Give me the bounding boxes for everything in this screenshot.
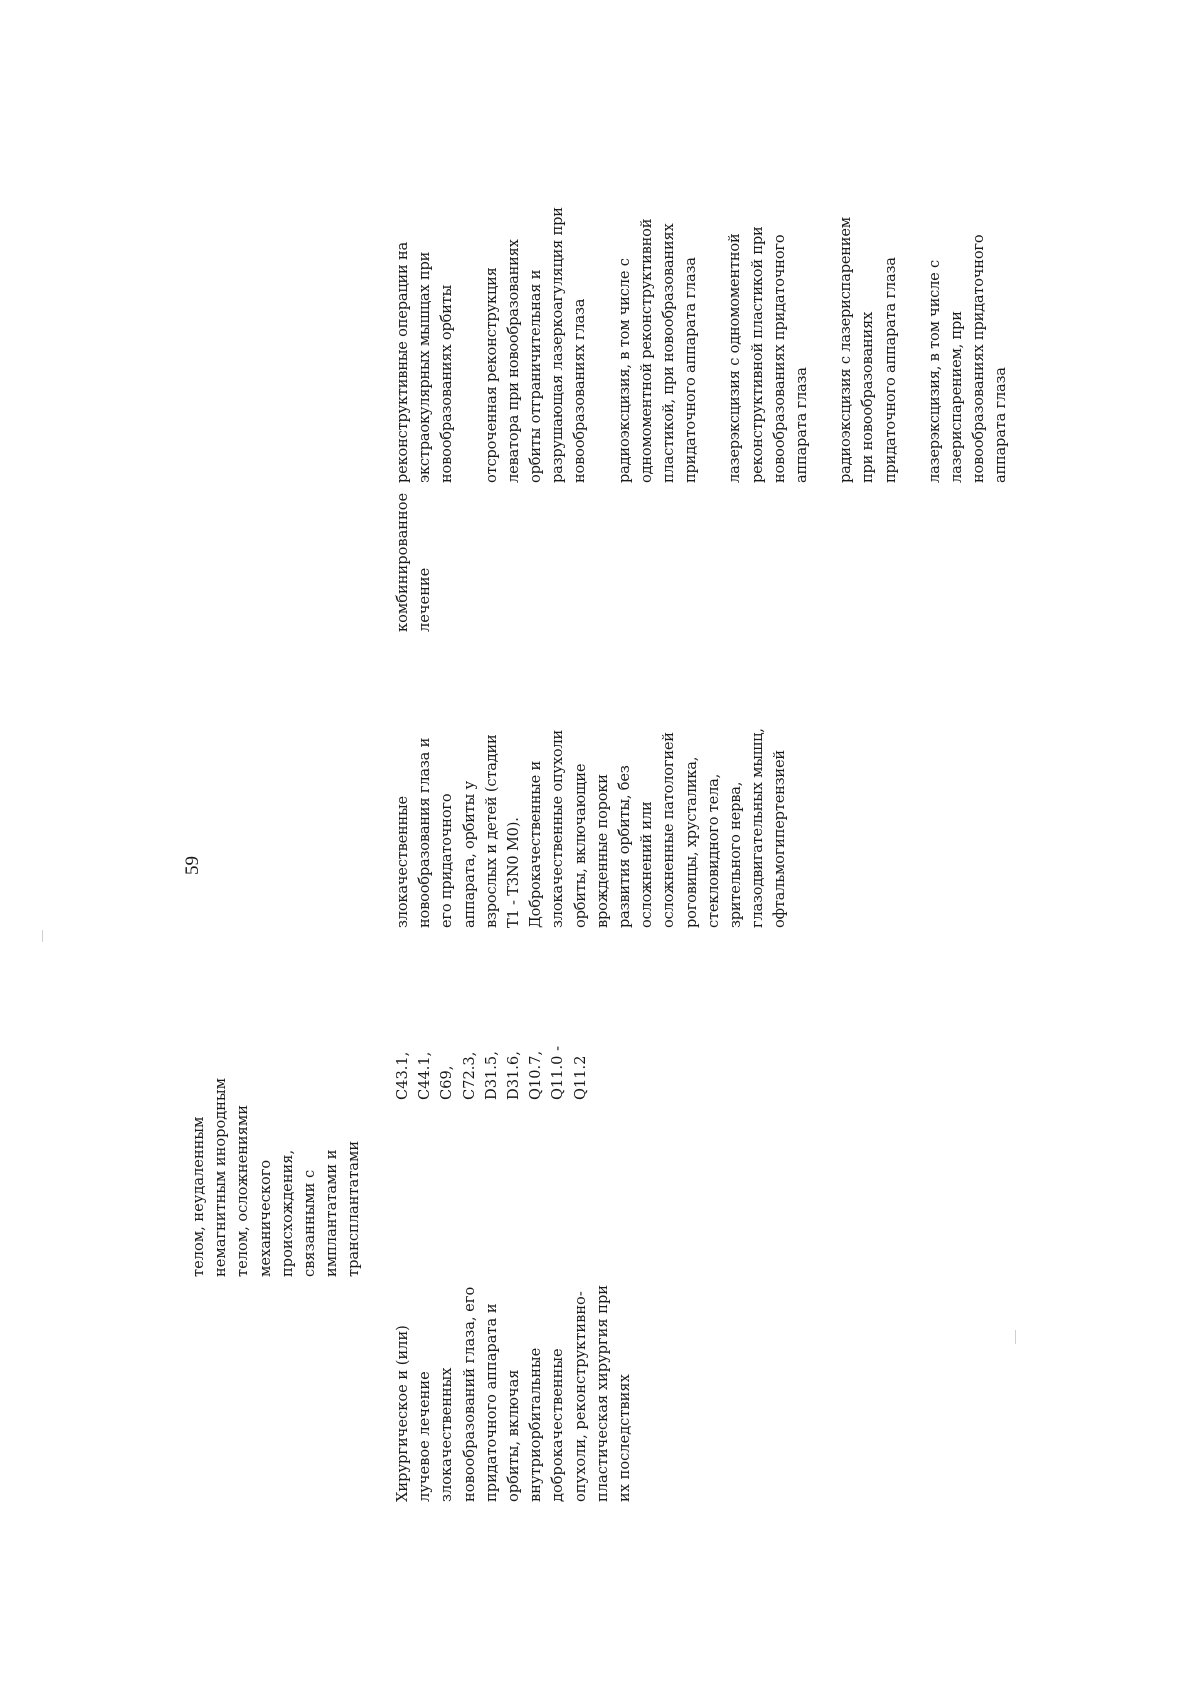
patient-model-line: развития орбиты, без — [616, 765, 634, 928]
patient-model-line: офтальмогипертензией — [771, 750, 789, 928]
patient-model-line: взрослых и детей (стадии — [482, 734, 500, 928]
icd-code-line: Q10.7, — [527, 1050, 545, 1100]
text-line: телом, осложнениями — [234, 1105, 252, 1277]
treatment-method-line: реконструктивной пластикой при — [748, 226, 766, 483]
treatment-method-line: новообразованиях орбиты — [438, 284, 456, 483]
treatment-method-line: орбиты отграничительная и — [527, 269, 545, 483]
method-spacer — [592, 207, 614, 483]
icd-code-line: D31.5, — [482, 1051, 500, 1100]
treatment-method-line: аппарата глаза — [793, 367, 811, 483]
treatment-method-line: реконструктивные операции на — [394, 241, 411, 483]
icd-code-line: Q11.2 — [571, 1055, 589, 1100]
treatment-method-line: новообразованиях придаточного — [770, 234, 788, 483]
patient-model-column — [392, 728, 792, 928]
treatment-name-line: внутриорбитальные — [527, 1347, 545, 1502]
treatment-name-column — [392, 1285, 636, 1502]
treatment-methods-column — [392, 207, 1013, 483]
method-spacer — [813, 207, 835, 483]
patient-model-line: орбиты, включающие — [571, 763, 589, 928]
treatment-method-line: отсроченная реконструкция — [482, 267, 500, 483]
patient-model-line: злокачественные — [394, 796, 411, 928]
method-spacer — [902, 207, 924, 483]
treatment-method-line: придаточного аппарата глаза — [881, 257, 899, 483]
treatment-method-line: разрушающая лазеркоагуляция при — [549, 207, 567, 483]
treatment-name-line: новообразований глаза, его — [460, 1286, 478, 1502]
patient-model-line: Доброкачественные и — [527, 760, 545, 928]
treatment-method-line: лазерэксцизия, в том числе с — [925, 259, 943, 483]
treatment-method-line: при новообразованиях — [859, 311, 877, 483]
patient-model-line: новообразования глаза и — [416, 737, 434, 928]
treatment-method-line: лазерэксцизия с одномоментной — [726, 233, 744, 483]
treatment-method-line: радиоэксцизия с лазериспарением — [837, 217, 855, 483]
patient-model-line: аппарата, орбиты у — [460, 781, 478, 928]
patient-model-line: зрительного нерва, — [727, 781, 745, 928]
icd-code-line: Q11.0 - — [549, 1045, 567, 1100]
scan-edge-mark — [42, 930, 43, 942]
page-number: 59 — [182, 856, 203, 875]
treatment-method-line: одномоментной реконструктивной — [637, 218, 655, 483]
treatment-name-line: их последствиях — [616, 1374, 634, 1502]
icd-code-line: D31.6, — [505, 1051, 523, 1100]
treatment-method-line: придаточного аппарата глаза — [682, 257, 700, 483]
text-line: немагнитным инородным — [212, 1078, 230, 1277]
icd-code-line: C72.3, — [460, 1051, 478, 1100]
treatment-method-line: пластикой, при новообразованиях — [660, 223, 678, 483]
treatment-method-line: аппарата глаза — [992, 367, 1010, 483]
treatment-method-line: леватора при новообразованиях — [504, 239, 522, 483]
treatment-name-line: орбиты, включая — [505, 1369, 523, 1502]
treatment-type-column — [392, 493, 436, 632]
text-line: связанными с — [301, 1169, 319, 1277]
patient-model-line: роговицы, хрусталика, — [682, 756, 700, 928]
patient-model-line: злокачественные опухоли — [549, 729, 567, 928]
treatment-type-line: лечение — [416, 567, 434, 632]
treatment-method-line: экстраокулярных мышцах при — [416, 251, 434, 483]
icd-code-line: C43.1, — [394, 1051, 411, 1100]
treatment-name-line: пластическая хирургия при — [593, 1284, 611, 1502]
method-spacer — [702, 207, 724, 483]
treatment-name-line: лучевое лечение — [416, 1371, 434, 1502]
method-spacer — [459, 207, 481, 483]
patient-model-line: стекловидного тела, — [704, 773, 722, 928]
treatment-name-line: придаточного аппарата и — [482, 1303, 500, 1502]
treatment-name-line: опухоли, реконструктивно- — [571, 1291, 589, 1502]
treatment-method-line: радиоэксцизия, в том числе с — [615, 258, 633, 483]
text-line: имплантатами и — [323, 1149, 341, 1277]
treatment-method-line: лазериспарением, при — [948, 311, 966, 483]
treatment-name-line: злокачественных — [438, 1367, 456, 1502]
icd-code-line: C69, — [438, 1065, 456, 1100]
treatment-method-line: новообразованиях глаза — [571, 298, 589, 483]
patient-model-line: осложнений или — [638, 801, 656, 928]
patient-model-line: его придаточного — [438, 793, 456, 928]
treatment-name-line: Хирургическое и (или) — [394, 1325, 411, 1502]
icd-code-line: C44.1, — [416, 1051, 434, 1100]
text-line: трансплантатами — [345, 1140, 363, 1277]
patient-model-line: T1 - T3N0 M0). — [505, 817, 523, 928]
patient-model-line: врожденные пороки — [593, 774, 611, 928]
treatment-method-line: новообразованиях придаточного — [970, 234, 988, 483]
scan-edge-mark — [1015, 1330, 1016, 1344]
patient-model-line: глазодвигательных мышц, — [749, 728, 767, 928]
text-line: механического — [256, 1159, 274, 1277]
icd-code-column — [392, 1046, 592, 1100]
treatment-name-line: доброкачественные — [549, 1348, 567, 1502]
patient-model-line: осложненные патологией — [660, 732, 678, 928]
text-line: телом, неудаленным — [190, 1116, 207, 1277]
text-line: происхождения, — [278, 1149, 296, 1277]
previous-row-model-continuation — [188, 1078, 366, 1277]
treatment-type-line: комбинированное — [394, 492, 411, 632]
